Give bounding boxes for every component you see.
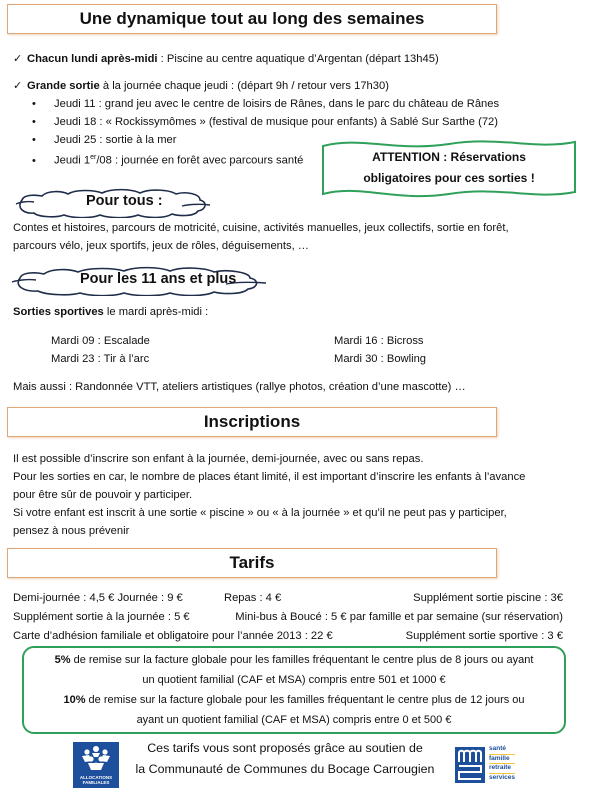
tarif-halfday-day: Demi-journée : 4,5 € Journée : 9 € bbox=[13, 592, 183, 604]
discount-5-line-1: 5% de remise sur la facture globale pour les familles fréquentant le centre plus de 8 jours ou ayant bbox=[54, 654, 534, 666]
discount-10-line-2: ayant un quotient familial (CAF et MSA) compris entre 0 et 500 € bbox=[136, 714, 452, 726]
tarif-meal: Repas : 4 € bbox=[224, 592, 282, 604]
bullet-icon: • bbox=[32, 98, 36, 110]
tarif-sport-supplement: Supplément sortie sportive : 3 € bbox=[405, 630, 563, 642]
pour-tous-line-1: Contes et histoires, parcours de motricité, cuisine, activités manuelles, jeux collectifs, sortie en forêt, bbox=[13, 222, 509, 234]
tarif-day-outing-supplement: Supplément sortie à la journée : 5 € bbox=[13, 611, 190, 623]
sport-item: Mardi 23 : Tir à l’arc bbox=[51, 353, 150, 365]
inscriptions-line: pour être sûr de pouvoir y participer. bbox=[13, 489, 193, 501]
inscriptions-line: Pour les sorties en car, le nombre de places étant limité, il est important d’inscrire les enfants à l’avance bbox=[13, 471, 526, 483]
main-section-header bbox=[7, 4, 497, 34]
tarifs-header bbox=[7, 548, 497, 578]
discount-box bbox=[22, 646, 566, 734]
tarif-membership-card: Carte d’adhésion familiale et obligatoire pour l’année 2013 : 22 € bbox=[13, 630, 333, 642]
checkmark-icon: ✓ bbox=[13, 80, 23, 92]
main-title: Une dynamique tout au long des semaines bbox=[79, 9, 425, 28]
sport-item: Mardi 09 : Escalade bbox=[51, 335, 150, 347]
pour-tous-title: Pour tous : bbox=[86, 193, 163, 209]
eleven-plus-cloud bbox=[10, 266, 266, 296]
caf-family-figures-icon bbox=[73, 744, 119, 774]
msa-logo bbox=[455, 745, 535, 785]
bullet-icon: • bbox=[32, 116, 36, 128]
footer-line-1: Ces tarifs vous sont proposés grâce au soutien de bbox=[147, 741, 423, 755]
eleven-plus-title: Pour les 11 ans et plus bbox=[80, 271, 237, 287]
tarifs-title: Tarifs bbox=[229, 553, 275, 572]
inscriptions-header bbox=[7, 407, 497, 437]
tarif-pool-supplement: Supplément sortie piscine : 3€ bbox=[413, 592, 563, 604]
footer-line-2: la Communauté de Communes du Bocage Carrougien bbox=[135, 762, 435, 776]
discount-5-line-2: un quotient familial (CAF et MSA) compris entre 501 et 1000 € bbox=[142, 674, 446, 686]
msa-words: santé famille retraite services bbox=[489, 745, 516, 781]
attention-line-2: obligatoires pour ces sorties ! bbox=[363, 171, 535, 185]
attention-banner bbox=[320, 138, 578, 200]
sport-item: Mardi 30 : Bowling bbox=[334, 353, 427, 365]
sport-item: Mardi 16 : Bicross bbox=[334, 335, 424, 347]
outing-item: • Jeudi 1er/08 : journée en forêt avec parcours santé bbox=[32, 154, 304, 167]
checkmark-icon: ✓ bbox=[13, 53, 23, 65]
outing-item: • Jeudi 25 : sortie à la mer bbox=[32, 134, 177, 146]
inscriptions-line: Si votre enfant est inscrit à une sortie « piscine » ou « à la journée » et qu’il ne peut pas y participer, bbox=[13, 507, 507, 519]
inscriptions-line: Il est possible d’inscrire son enfant à la journée, demi-journée, avec ou sans repas. bbox=[13, 453, 424, 465]
pour-tous-cloud bbox=[14, 188, 210, 218]
outing-item: • Jeudi 11 : grand jeu avec le centre de loisirs de Rânes, dans le parc du château de Rânes bbox=[32, 98, 500, 110]
discount-10-line-1: 10% de remise sur la facture globale pour les familles fréquentant le centre plus de 12 jours ou bbox=[63, 694, 525, 706]
bullet-icon: • bbox=[32, 154, 36, 167]
attention-line-1: ATTENTION : Réservations bbox=[372, 150, 526, 164]
also-activities: Mais aussi : Randonnée VTT, ateliers artistiques (rallye photos, création d’une mascotte) … bbox=[13, 381, 466, 393]
inscriptions-line: pensez à nous prévenir bbox=[13, 525, 130, 537]
inscriptions-title: Inscriptions bbox=[203, 412, 301, 431]
caf-logo bbox=[73, 742, 119, 788]
outing-item: • Jeudi 18 : « Rockissymômes » (festival de musique pour enfants) à Sablé Sur Sarthe (72) bbox=[32, 116, 498, 128]
weekly-item-monday: ✓ Chacun lundi après-midi : Piscine au centre aquatique d’Argentan (départ 13h45) bbox=[13, 53, 439, 65]
caf-logo-text: ALLOCATIONS FAMILIALES bbox=[79, 775, 113, 785]
tarif-minibus: Mini-bus à Boucé : 5 € par famille et par semaine (sur réservation) bbox=[235, 611, 563, 623]
bullet-icon: • bbox=[32, 134, 36, 146]
pour-tous-line-2: parcours vélo, jeux sportifs, jeux de rôles, déguisements, … bbox=[13, 240, 309, 252]
sports-intro: Sorties sportives le mardi après-midi : bbox=[13, 306, 209, 318]
msa-monogram-icon bbox=[455, 747, 485, 783]
weekly-item-thursday: ✓ Grande sortie à la journée chaque jeudi : (départ 9h / retour vers 17h30) bbox=[13, 80, 389, 92]
